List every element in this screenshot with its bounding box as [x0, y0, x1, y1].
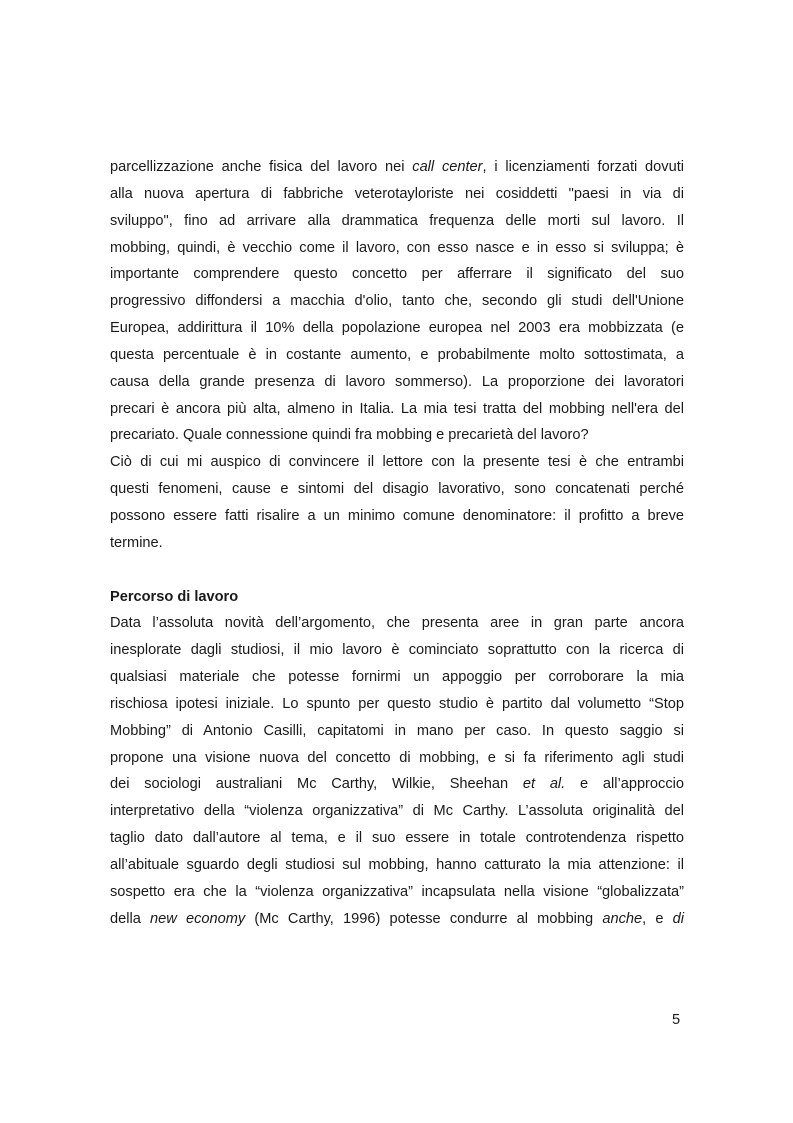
text-line: alla nuova apertura di fabbriche veterotayloriste nei cosiddetti "paesi in via di	[110, 185, 684, 202]
text-line: mobbing, quindi, è vecchio come il lavoro, con esso nasce e in esso si sviluppa; è	[110, 239, 684, 256]
text-line: parcellizzazione anche fisica del lavoro nei call center, i licenziamenti forzati dovuti	[110, 159, 684, 175]
section-heading: Percorso di lavoro	[110, 588, 239, 605]
text-line: precari è ancora più alta, almeno in Italia. La mia tesi tratta del mobbing nell'era del	[110, 400, 684, 417]
document-page	[110, 154, 684, 932]
text-line: all’abituale sguardo degli studiosi sul mobbing, hanno catturato la mia attenzione: il	[110, 856, 684, 873]
paragraph-spacer	[110, 557, 684, 584]
text-line: Ciò di cui mi auspico di convincere il lettore con la presente tesi è che entrambi	[110, 454, 684, 471]
text-line: sospetto era che la “violenza organizzativa” incapsulata nella visione “globalizzata”	[110, 883, 684, 900]
text-line: possono essere fatti risalire a un minimo comune denominatore: il profitto a breve	[110, 507, 684, 524]
italic-text: new economy	[150, 910, 246, 927]
text-line: rischiosa ipotesi iniziale. Lo spunto per questo studio è partito dal volumetto “Stop	[110, 695, 684, 712]
text-line: causa della grande presenza di lavoro sommerso). La proporzione dei lavoratori	[110, 373, 684, 390]
page-number: 5	[672, 1012, 681, 1028]
italic-text: anche	[602, 910, 643, 927]
text-line: sviluppo", fino ad arrivare alla drammatica frequenza delle morti sul lavoro. Il	[110, 212, 684, 229]
text-line: propone una visione nuova del concetto di mobbing, e si fa riferimento agli studi	[110, 749, 684, 766]
text-line: interpretativo della “violenza organizzativa” di Mc Carthy. L’assoluta originalità del	[110, 803, 684, 820]
italic-text: call center	[412, 159, 483, 175]
text-line: inesplorate dagli studiosi, il mio lavoro è cominciato soprattutto con la ricerca di	[110, 642, 684, 659]
text-line: Data l’assoluta novità dell’argomento, che presenta aree in gran parte ancora	[110, 615, 684, 632]
text-line: dei sociologi australiani Mc Carthy, Wilkie, Sheehan et al. e all’approccio	[110, 776, 684, 793]
text-line: questi fenomeni, cause e sintomi del disagio lavorativo, sono concatenati perché	[110, 481, 684, 498]
paragraph-3	[110, 610, 684, 932]
text-line: progressivo diffondersi a macchia d'olio, tanto che, secondo gli studi dell'Unione	[110, 293, 684, 310]
italic-text: et al.	[522, 776, 566, 793]
text-line: termine.	[110, 534, 163, 551]
text-line: qualsiasi materiale che potesse fornirmi un appoggio per corroborare la mia	[110, 669, 684, 686]
text-line: precariato. Quale connessione quindi fra mobbing e precarietà del lavoro?	[110, 427, 589, 444]
text-line: Mobbing” di Antonio Casilli, capitatomi in mano per caso. In questo saggio si	[110, 722, 684, 739]
paragraph-2	[110, 449, 684, 556]
text-line: Europea, addirittura il 10% della popolazione europea nel 2003 era mobbizzata (e	[110, 320, 684, 337]
text-line: importante comprendere questo concetto per afferrare il significato del suo	[110, 266, 684, 283]
text-line: questa percentuale è in costante aumento, e probabilmente molto sottostimata, a	[110, 346, 684, 363]
text-line: della new economy (Mc Carthy, 1996) potesse condurre al mobbing anche, e di	[110, 910, 685, 927]
italic-text: di	[672, 910, 685, 927]
paragraph-1	[110, 154, 684, 449]
text-line: taglio dato dall’autore al tema, e il suo essere in totale controtendenza rispetto	[110, 830, 684, 847]
